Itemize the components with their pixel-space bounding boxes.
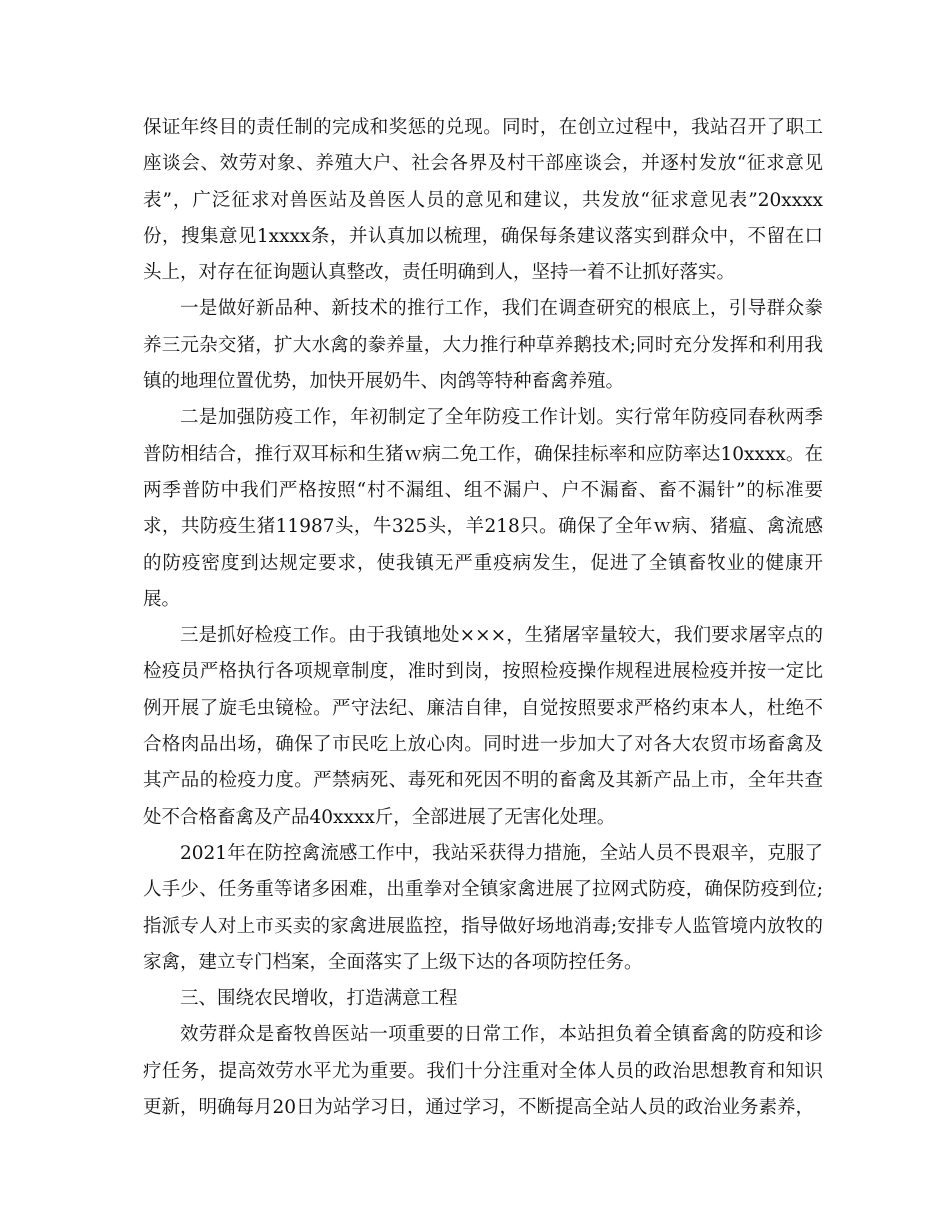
- section-heading: 三、围绕农民增收，打造满意工程: [180, 988, 458, 1010]
- paragraph-quarantine: 三是抓好检疫工作。由于我镇地处×××，生猪屠宰量较大，我们要求屠宰点的检疫员严格执行各项规章制度，准时到岗，按照检疫操作规程进展检疫并按一定比例开展了旋毛虫镜检。严守法纪、廉洁自律，自觉按照要求严格约束本人，杜绝不合格肉品出场，确保了市民吃上放心肉。同时进一步加大了对各大农贸市场畜禽及其产品的检疫力度。严禁病死、毒死和死因不明的畜禽及其新产品上市，全年共查处不合格畜禽及产品40xxxx斤，全部进展了无害化处理。: [143, 625, 823, 828]
- paragraph-new-breeds: 一是做好新品种、新技术的推行工作，我们在调查研究的根底上，引导群众豢养三元杂交猪，扩大水禽的豢养量，大力推行种草养鹅技术;同时充分发挥和利用我镇的地理位置优势，加快开展奶牛、肉鸽等特种畜禽养殖。: [143, 298, 823, 393]
- document-body: [143, 110, 823, 1126]
- paragraph-continuation: 保证年终目的责任制的完成和奖惩的兑现。同时，在创立过程中，我站召开了职工座谈会、效劳对象、养殖大户、社会各界及村干部座谈会，并逐村发放“征求意见表”，广泛征求对兽医站及兽医人员的意见和建议，共发放“征求意见表”20xxxx份，搜集意见1xxxx条，并认真加以梳理，确保每条建议落实到群众中，不留在口头上，对存在征询题认真整改，责任明确到人，坚持一着不让抓好落实。: [143, 117, 823, 284]
- paragraph-service: 效劳群众是畜牧兽医站一项重要的日常工作，本站担负着全镇畜禽的防疫和诊疗任务，提高效劳水平尤为重要。我们十分注重对全体人员的政治思想教育和知识更新，明确每月20日为站学习日，通过学习，不断提高全站人员的政治业务素养，: [143, 1024, 823, 1119]
- paragraph-epidemic-prevention: 二是加强防疫工作，年初制定了全年防疫工作计划。实行常年防疫同春秋两季普防相结合，推行双耳标和生猪ｗ病二免工作，确保挂标率和应防率达10xxxx。在两季普防中我们严格按照“村不漏组、组不漏户、户不漏畜、畜不漏针”的标准要求，共防疫生猪11987头，牛325头，羊218只。确保了全年ｗ病、猪瘟、禽流感的防疫密度到达规定要求，使我镇无严重疫病发生，促进了全镇畜牧业的健康开展。: [143, 407, 823, 610]
- paragraph-avian-flu: 2021年在防控禽流感工作中，我站采获得力措施，全站人员不畏艰辛，克服了人手少、任务重等诸多困难，出重拳对全镇家禽进展了拉网式防疫，确保防疫到位;指派专人对上市买卖的家禽进展监控，指导做好场地消毒;安排专人监管境内放牧的家禽，建立专门档案，全面落实了上级下达的各项防控任务。: [143, 842, 823, 973]
